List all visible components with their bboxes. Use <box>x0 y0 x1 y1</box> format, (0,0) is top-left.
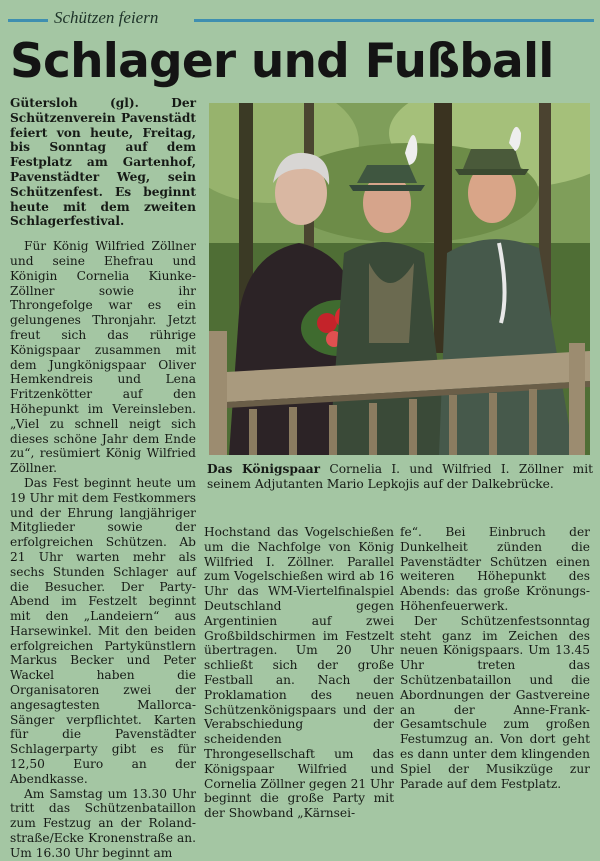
article-column-2 <box>204 525 394 821</box>
caption-text: Cornelia I. und Wilfried I. Zöllner mit seinem Adjutanten Mario Lepkojis auf der Dalkebrücke. <box>207 462 593 491</box>
photo-koenigspaar <box>209 103 590 455</box>
article-column-1 <box>10 96 196 861</box>
lead-paragraph: Gütersloh (gl). Der Schützenverein Pavenstädt feiert von heute, Freitag, bis Sonntag auf dem Festplatz am Gartenhof, Pavenstädter Weg, sein Schützenfest. Es beginnt heute mit dem zweiten Schlagerfestival. <box>10 96 196 229</box>
kicker-rule-right <box>194 19 594 22</box>
kicker: Schützen feiern <box>54 8 159 27</box>
body-paragraph: Am Samstag um 13.30 Uhr tritt das Schützenbataillon zum Festzug an der Roland-straße/Ecke Kronenstraße an. Um 16.30 Uhr beginnt am <box>10 786 196 860</box>
headline: Schlager und Fußball <box>10 34 554 89</box>
body-paragraph: Für König Wilfried Zöllner und seine Ehefrau und Königin Cornelia Kiunke-Zöllner sowie ihr Throngefolge war es ein gelungenes Thronjahr. Jetzt freut sich das rührige Königspaar zusammen mit dem Jungkönigspaar Oliver Hemkendreis und Lena Fritzenkötter auf den Höhepunkt im Vereinsleben. „Viel zu schnell neigt sich dieses schöne Jahr dem Ende zu“, resümiert König Wilfried Zöllner. <box>10 239 196 476</box>
body-paragraph: fe“. Bei Einbruch der Dunkelheit zünden die Pavenstädter Schützen einen weiteren Höhepunkt des Abends: das große Krönungs-Höhenfeuerwerk. <box>400 525 590 613</box>
photo-caption <box>207 462 593 492</box>
body-paragraph: Hochstand das Vogelschießen um die Nachfolge von König Wilfried I. Zöllner. Parallel zum Vogelschießen wird ab 16 Uhr das WM-Viertelfinalspiel Deutschland gegen Argentinien auf zwei Großbildschirmen im Festzelt übertragen. Um 20 Uhr schließt sich der große Festball an. Nach der Proklamation des neuen Schützenkönigspaars und der Verabschiedung der scheidenden Throngesellschaft um das Königspaar Wilfried und Cornelia Zöllner gegen 21 Uhr beginnt die große Party mit der Showband „Kärnsei- <box>204 525 394 821</box>
article-column-3 <box>400 525 590 791</box>
caption-bold: Das Königspaar <box>207 462 321 476</box>
body-paragraph: Der Schützenfestsonntag steht ganz im Zeichen des neuen Königspaars. Um 13.45 Uhr treten das Schützenbataillon und die Abordnungen der Gastvereine an der Anne-Frank-Gesamtschule zum großen Festumzug an. Von dort geht es dann unter dem klingenden Spiel der Musikzüge zur Parade auf dem Festplatz. <box>400 613 590 791</box>
kicker-rule-left <box>8 19 48 22</box>
body-paragraph: Das Fest beginnt heute um 19 Uhr mit dem Festkommers und der Ehrung langjähriger Mitglieder sowie der erfolgreichen Schützen. Ab 21 Uhr warten mehr als sechs Stunden Schlager auf die Besucher. Der Party-Abend im Festzelt beginnt mit den „Landeiern“ aus Harsewinkel. Mit den beiden erfolgreichen Partykünstlern Markus Becker und Peter Wackel haben die Organisatoren zwei der angesagtesten Mallorca-Sänger verpflichtet. Karten für die Pavenstädter Schlagerparty gibt es für 12,50 Euro an der Abendkasse. <box>10 475 196 786</box>
